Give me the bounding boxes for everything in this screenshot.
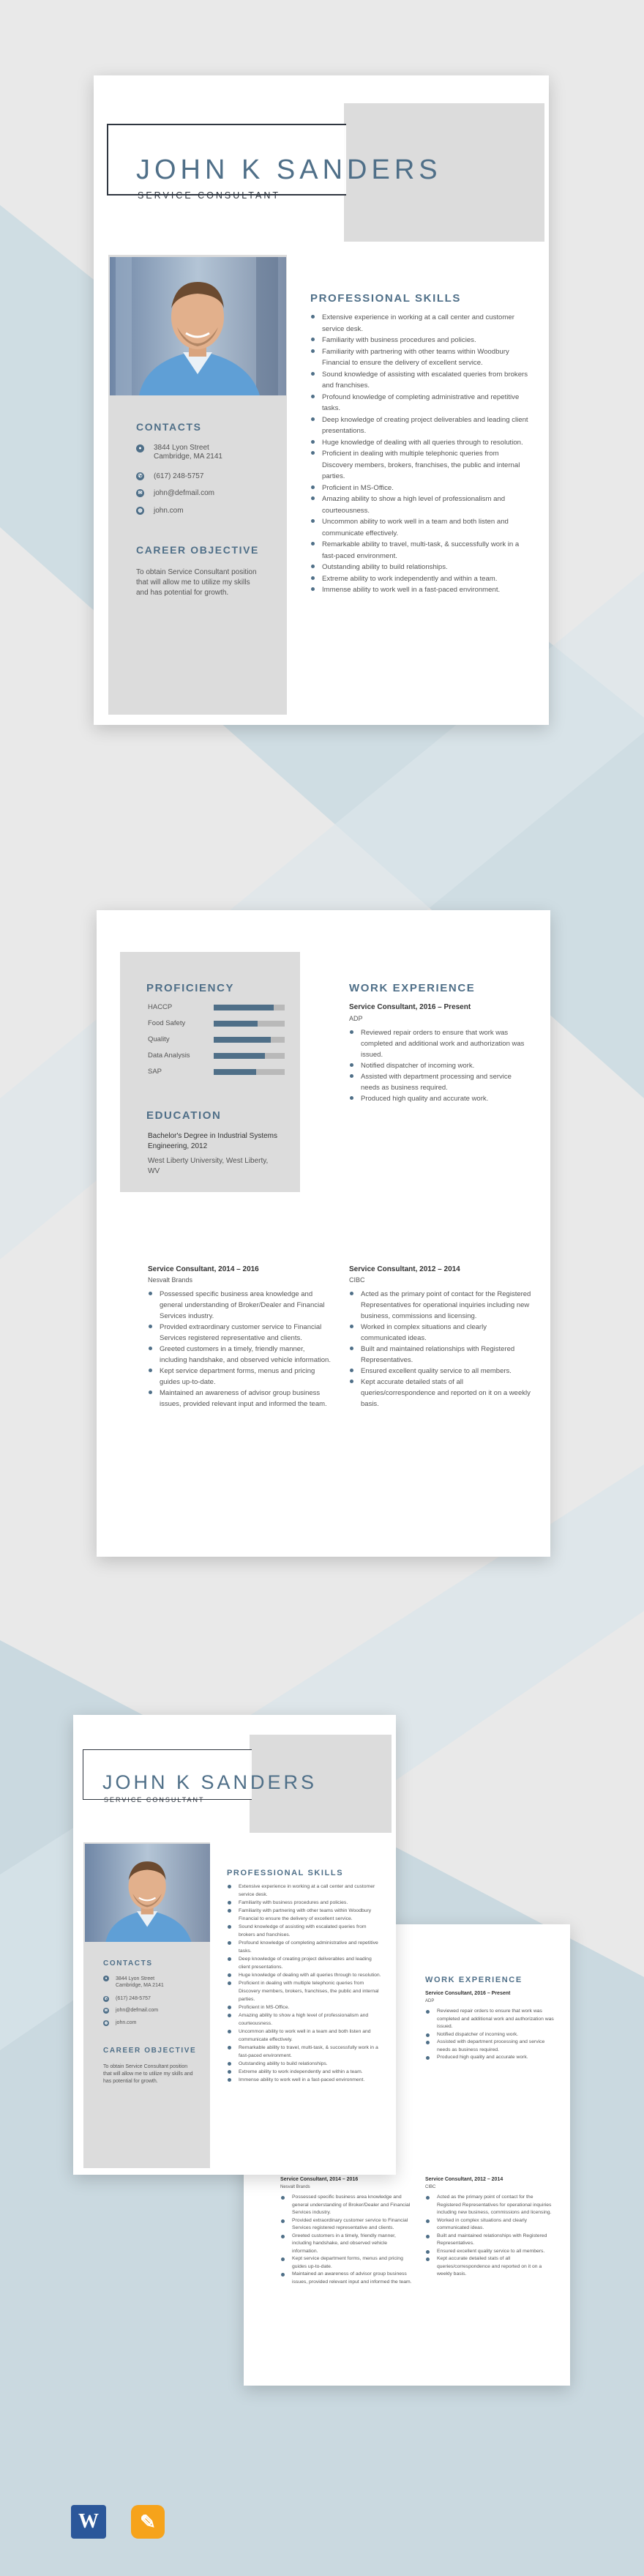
preview-candidate-title: SERVICE CONSULTANT	[104, 1796, 205, 1803]
proficiency-bar-fill	[214, 1021, 258, 1027]
skill-item: Extreme ability to work independently and within a team.	[310, 573, 530, 585]
skill-item: Extensive experience in working at a call center and customer service desk.	[227, 1883, 383, 1899]
contact-email-text: john@defmail.com	[116, 2008, 159, 2013]
preview-contact-phone	[103, 1996, 151, 2002]
skill-item: Uncommon ability to work well in a team and both listen and communicate effectively.	[310, 516, 530, 539]
job-bullet: Possessed specific business area knowledge and general understanding of Broker/Dealer and Financial Services industry.	[280, 2194, 412, 2217]
job-bullet: Worked in complex situations and clearly communicated ideas.	[425, 2217, 557, 2233]
job-bullet: Assisted with department processing and service needs as business required.	[425, 2039, 557, 2054]
professional-skills-heading: PROFESSIONAL SKILLS	[310, 292, 461, 305]
skill-item: Familiarity with business procedures and policies.	[227, 1899, 383, 1907]
phone-icon: ✆	[104, 1997, 108, 2001]
skill-item: Familiarity with business procedures and policies.	[310, 335, 530, 346]
skill-item: Familiarity with partnering with other teams within Woodbury Financial to ensure the delivery of excellent service.	[310, 346, 530, 369]
profile-photo	[110, 257, 286, 395]
preview-skills-list	[227, 1883, 383, 2084]
pages-app-icon[interactable]	[131, 2505, 165, 2539]
preview-contact-website	[103, 2020, 136, 2026]
contact-website	[136, 507, 184, 515]
resume-page-2	[97, 910, 550, 1557]
email-icon: ✉	[104, 2009, 108, 2013]
word-logo-glyph: W	[78, 2510, 99, 2533]
contact-address-line2: Cambridge, MA 2141	[116, 1983, 164, 1988]
education-school: West Liberty University, West Liberty, WV	[148, 1157, 269, 1175]
job-bullet: Notified dispatcher of incoming work.	[425, 2031, 557, 2039]
globe-icon: ◍	[136, 507, 144, 515]
preview-contact-address	[103, 1976, 164, 1989]
job-bullet: Maintained an awareness of advisor group business issues, provided relevant input and informed the team.	[280, 2271, 412, 2286]
proficiency-label: HACCP	[148, 1003, 173, 1011]
candidate-title: SERVICE CONSULTANT	[138, 190, 280, 201]
proficiency-label: SAP	[148, 1068, 162, 1076]
job-bullet: Provided extraordinary customer service to Financial Services registered representative and clients.	[148, 1322, 331, 1344]
skill-item: Extensive experience in working at a call center and customer service desk.	[310, 312, 530, 335]
proficiency-label: Data Analysis	[148, 1051, 190, 1060]
preview-page-1	[73, 1715, 396, 2175]
preview-career-objective-heading: CAREER OBJECTIVE	[103, 2047, 197, 2055]
job-bullet: Greeted customers in a timely, friendly manner, including handshake, and observed vehicle information.	[148, 1344, 331, 1366]
skill-item: Proficient in MS-Office.	[227, 2003, 383, 2011]
preview-job-bullets	[280, 2194, 412, 2286]
job-bullets	[349, 1027, 532, 1104]
contact-email	[136, 489, 214, 497]
proficiency-heading: PROFICIENCY	[146, 982, 235, 994]
job-bullets	[148, 1289, 331, 1410]
contact-email-text: john@defmail.com	[154, 489, 214, 497]
proficiency-label: Quality	[148, 1035, 170, 1043]
career-objective-heading: CAREER OBJECTIVE	[136, 544, 259, 556]
work-experience-heading: WORK EXPERIENCE	[349, 982, 476, 994]
skill-item: Remarkable ability to travel, multi-task, & successfully work in a fast-paced environment.	[310, 539, 530, 562]
resume-page-1	[94, 75, 549, 725]
job-bullet: Notified dispatcher of incoming work.	[349, 1060, 532, 1071]
proficiency-bar-fill	[214, 1053, 265, 1059]
preview-career-objective-text: To obtain Service Consultant position that will allow me to utilize my skills and has potential for growth.	[103, 2064, 193, 2084]
job-bullet: Acted as the primary point of contact for the Registered Representatives for operational inquiries including new business, commissions and licensing.	[425, 2194, 557, 2217]
job-bullet: Kept accurate detailed stats of all queries/correspondence and reported on it on a weekly basis.	[349, 1377, 532, 1410]
contacts-heading: CONTACTS	[136, 421, 202, 433]
job-bullet: Reviewed repair orders to ensure that work was completed and additional work and authorization was issued.	[425, 2008, 557, 2031]
skill-item: Deep knowledge of creating project deliverables and leading client presentations.	[227, 1955, 383, 1971]
job-role: Service Consultant, 2014 – 2016	[148, 1265, 259, 1273]
contact-address	[136, 444, 222, 461]
preview-work-heading: WORK EXPERIENCE	[425, 1976, 523, 1984]
job-company: ADP	[349, 1015, 363, 1022]
proficiency-bar-fill	[214, 1037, 271, 1043]
skill-item: Sound knowledge of assisting with escalated queries from brokers and franchises.	[227, 1923, 383, 1939]
contact-address-line1: 3844 Lyon Street	[116, 1976, 155, 1981]
skill-item: Profound knowledge of completing administrative and repetitive tasks.	[310, 392, 530, 414]
contact-address-line2: Cambridge, MA 2141	[154, 453, 222, 461]
preview-job-role: Service Consultant, 2016 – Present	[425, 1991, 511, 1996]
skill-item: Extreme ability to work independently and within a team.	[227, 2068, 383, 2076]
skill-item: Huge knowledge of dealing with all queries through to resolution.	[310, 437, 530, 449]
job-bullet: Acted as the primary point of contact for the Registered Representatives for operational inquiries including new business, commissions and licensing.	[349, 1289, 532, 1322]
job-bullet: Ensured excellent quality service to all members.	[425, 2248, 557, 2256]
email-icon: ✉	[136, 489, 144, 497]
candidate-name: JOHN K SANDERS	[136, 155, 442, 185]
education-heading: EDUCATION	[146, 1109, 222, 1122]
job-bullets	[349, 1289, 532, 1410]
skill-item: Sound knowledge of assisting with escalated queries from brokers and franchises.	[310, 369, 530, 392]
skill-item: Familiarity with partnering with other teams within Woodbury Financial to ensure the delivery of excellent service.	[227, 1907, 383, 1923]
proficiency-bar	[214, 1037, 285, 1043]
skills-list	[310, 312, 530, 596]
skill-item: Immense ability to work well in a fast-paced environment.	[227, 2076, 383, 2084]
proficiency-bar	[214, 1005, 285, 1010]
contact-website-text: john.com	[154, 507, 184, 515]
contact-phone-text: (617) 248-5757	[116, 1996, 151, 2001]
microsoft-word-icon[interactable]	[71, 2505, 106, 2539]
preview-profile-photo	[85, 1844, 210, 1942]
preview-job-bullets	[425, 2194, 557, 2279]
contact-phone	[136, 472, 203, 480]
skill-item: Immense ability to work well in a fast-paced environment.	[310, 584, 530, 596]
job-bullet: Produced high quality and accurate work.	[349, 1093, 532, 1104]
job-bullet: Provided extraordinary customer service to Financial Services registered representative and clients.	[280, 2217, 412, 2233]
education-degree: Bachelor's Degree in Industrial Systems Engineering, 2012	[148, 1132, 277, 1150]
contact-address-line1: 3844 Lyon Street	[154, 444, 209, 452]
job-bullet: Kept service department forms, menus and pricing guides up-to-date.	[280, 2255, 412, 2271]
job-role: Service Consultant, 2012 – 2014	[349, 1265, 460, 1273]
skill-item: Uncommon ability to work well in a team and both listen and communicate effectively.	[227, 2028, 383, 2044]
proficiency-bar	[214, 1069, 285, 1075]
preview-job-company: ADP	[425, 1999, 435, 2003]
job-bullet: Ensured excellent quality service to all members.	[349, 1366, 532, 1377]
job-bullet: Reviewed repair orders to ensure that work was completed and additional work and authorization was issued.	[349, 1027, 532, 1060]
job-bullet: Greeted customers in a timely, friendly manner, including handshake, and observed vehicle information.	[280, 2233, 412, 2256]
contact-website-text: john.com	[116, 2020, 137, 2025]
skill-item: Proficient in dealing with multiple telephonic queries from Discovery members, brokers, franchises, the public and internal parties.	[310, 448, 530, 483]
skill-item: Outstanding ability to build relationships.	[227, 2060, 383, 2068]
skill-item: Proficient in dealing with multiple telephonic queries from Discovery members, brokers, franchises, the public and internal parties.	[227, 1979, 383, 2003]
job-bullet: Assisted with department processing and service needs as business required.	[349, 1071, 532, 1093]
skill-item: Outstanding ability to build relationships.	[310, 562, 530, 573]
contact-phone-text: (617) 248-5757	[154, 472, 204, 480]
pages-logo-glyph: ✎	[140, 2511, 156, 2533]
proficiency-bar	[214, 1053, 285, 1059]
preview-contact-email	[103, 2008, 158, 2014]
skill-item: Deep knowledge of creating project deliverables and leading client presentations.	[310, 414, 530, 437]
skill-item: Profound knowledge of completing administrative and repetitive tasks.	[227, 1939, 383, 1955]
job-bullet: Built and maintained relationships with Registered Representatives.	[425, 2233, 557, 2248]
preview-job-bullets	[425, 2008, 557, 2062]
job-company: Nesvalt Brands	[148, 1276, 193, 1284]
preview-skills-heading: PROFESSIONAL SKILLS	[227, 1869, 344, 1877]
preview-contacts-heading: CONTACTS	[103, 1959, 153, 1968]
job-bullet: Maintained an awareness of advisor group business issues, provided relevant input and informed the team.	[148, 1388, 331, 1410]
job-bullet: Produced high quality and accurate work.	[425, 2054, 557, 2062]
career-objective-text: To obtain Service Consultant position that will allow me to utilize my skills and has potential for growth.	[136, 568, 257, 597]
preview-job-company: CIBC	[425, 2185, 436, 2189]
job-bullet: Worked in complex situations and clearly communicated ideas.	[349, 1322, 532, 1344]
job-company: CIBC	[349, 1276, 365, 1284]
job-bullet: Possessed specific business area knowledge and general understanding of Broker/Dealer and Financial Services industry.	[148, 1289, 331, 1322]
proficiency-label: Food Safety	[148, 1019, 186, 1027]
proficiency-bar-fill	[214, 1005, 274, 1010]
preview-job-role: Service Consultant, 2012 – 2014	[425, 2177, 503, 2182]
job-role: Service Consultant, 2016 – Present	[349, 1003, 471, 1011]
globe-icon: ◍	[104, 2021, 108, 2025]
skill-item: Huge knowledge of dealing with all queries through to resolution.	[227, 1971, 383, 1979]
skill-item: Amazing ability to show a high level of professionalism and courteousness.	[310, 494, 530, 516]
preview-candidate-name: JOHN K SANDERS	[102, 1771, 318, 1793]
preview-job-role: Service Consultant, 2014 – 2016	[280, 2177, 359, 2182]
skill-item: Remarkable ability to travel, multi-task, & successfully work in a fast-paced environment.	[227, 2044, 383, 2060]
job-bullet: Kept service department forms, menus and pricing guides up-to-date.	[148, 1366, 331, 1388]
job-bullet: Kept accurate detailed stats of all queries/correspondence and reported on it on a weekly basis.	[425, 2255, 557, 2279]
job-bullet: Built and maintained relationships with Registered Representatives.	[349, 1344, 532, 1366]
proficiency-bar	[214, 1021, 285, 1027]
location-pin-icon: ●	[103, 1976, 109, 1981]
proficiency-bar-fill	[214, 1069, 256, 1075]
location-pin-icon: ●	[136, 444, 144, 453]
preview-job-company: Nesvalt Brands	[280, 2185, 310, 2189]
phone-icon: ✆	[136, 472, 144, 480]
skill-item: Amazing ability to show a high level of professionalism and courteousness.	[227, 2011, 383, 2028]
skill-item: Proficient in MS-Office.	[310, 483, 530, 494]
